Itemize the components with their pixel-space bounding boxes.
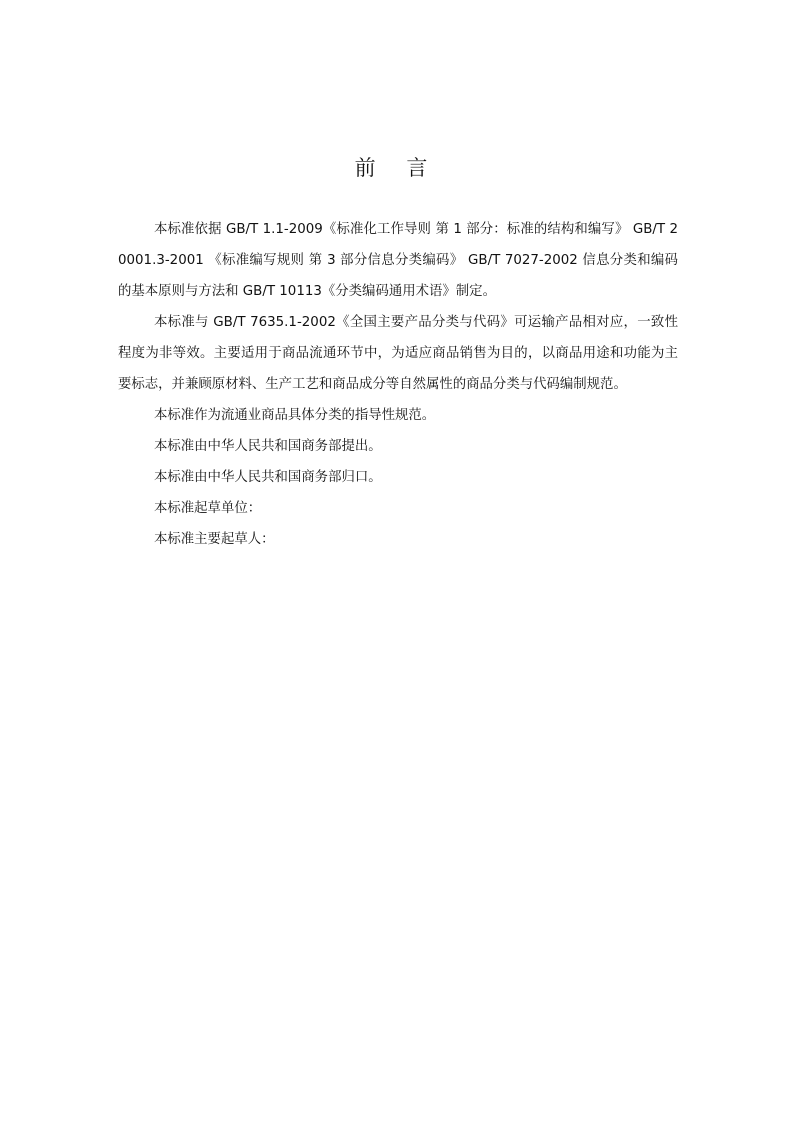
paragraph-purpose: 本标准作为流通业商品具体分类的指导性规范。: [154, 408, 436, 423]
paragraph-proposer: 本标准由中华人民共和国商务部提出。: [154, 439, 382, 454]
paragraph-correspondence: 本标准与 GB/T 7635.1-2002《全国主要产品分类与代码》可运输产品相对应，一致性程度为非等效。主要适用于商品流通环节中，为适应商品销售为目的，以商品用途和功能为主要标志，并兼顾原材料、生产工艺和商品成分等自然属性的商品分类与代码编制规范。: [118, 315, 678, 392]
page-title: 前 言: [354, 156, 440, 181]
paragraph-basis: 本标准依据 GB/T 1.1-2009《标准化工作导则 第 1 部分：标准的结构和编写》 GB/T 20001.3-2001 《标准编写规则 第 3 部分信息分类编码》 GB/T 7027-2002 信息分类和编码的基本原则与方法和 GB/T 10113《分类编码通用术语》制定。: [118, 222, 678, 299]
paragraph-drafters: 本标准主要起草人：: [154, 532, 275, 547]
paragraph-drafting-unit: 本标准起草单位：: [154, 501, 262, 516]
foreword-body: [118, 214, 678, 555]
paragraph-administrator: 本标准由中华人民共和国商务部归口。: [154, 470, 382, 485]
